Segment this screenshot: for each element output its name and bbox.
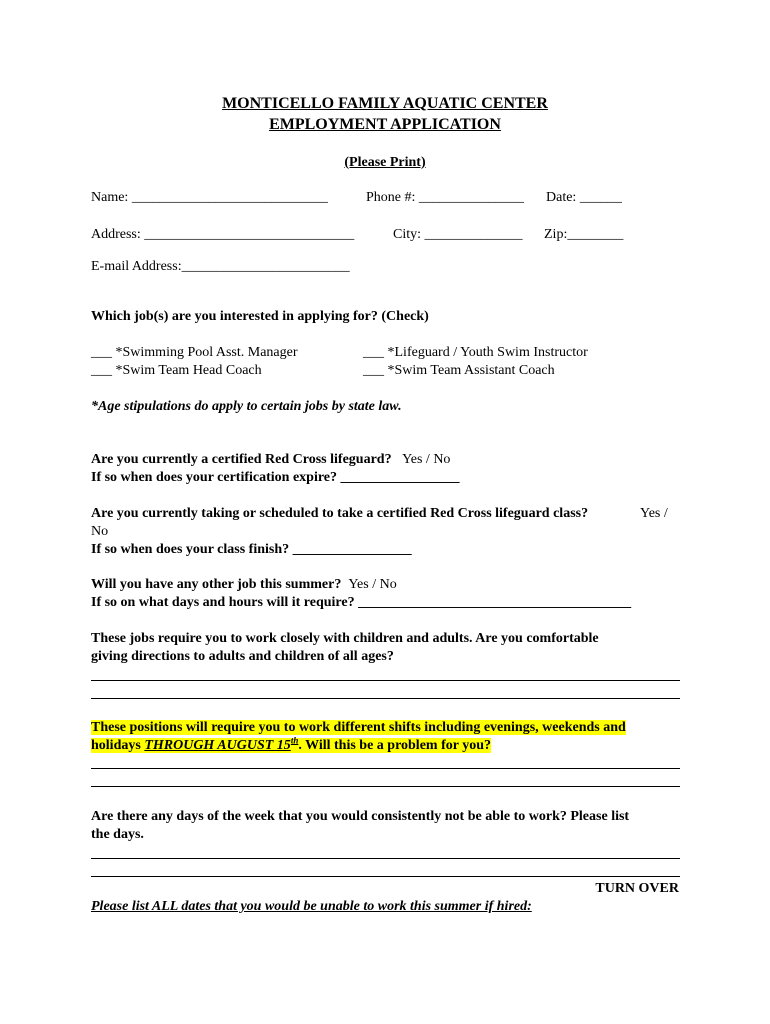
other-job-hours-field[interactable]: If so on what days and hours will it require? _______________________________________ <box>91 595 632 610</box>
phone-field[interactable]: Phone #: _______________ <box>366 190 524 205</box>
class-finish-field[interactable]: If so when does your class finish? _________________ <box>91 542 412 557</box>
job-option-head-coach[interactable]: ___ *Swim Team Head Coach <box>91 363 262 378</box>
question-comfortable-line2: giving directions to adults and children of all ages? <box>91 649 394 664</box>
email-field[interactable]: E-mail Address:________________________ <box>91 259 350 274</box>
form-title-line2: EMPLOYMENT APPLICATION <box>269 116 501 133</box>
answer-line[interactable] <box>91 858 680 859</box>
question-text: Will you have any other job this summer? <box>91 577 342 592</box>
question-unavailable-days-line2: the days. <box>91 827 144 842</box>
certification-expire-field[interactable]: If so when does your certification expire? _________________ <box>91 470 460 485</box>
question-comfortable-line1: These jobs require you to work closely with children and adults. Are you comfortable <box>91 631 599 646</box>
name-field[interactable]: Name: ____________________________ <box>91 190 328 205</box>
ordinal-suffix: th <box>290 735 299 746</box>
question-other-job <box>91 576 397 594</box>
please-print-note: (Please Print) <box>344 155 426 170</box>
answer-line[interactable] <box>91 786 680 787</box>
city-field[interactable]: City: ______________ <box>393 227 523 242</box>
job-option-lifeguard[interactable]: ___ *Lifeguard / Youth Swim Instructor <box>363 345 588 360</box>
answer-line[interactable] <box>91 876 680 877</box>
no-answer-class[interactable]: No <box>91 524 109 539</box>
job-option-assistant-coach[interactable]: ___ *Swim Team Assistant Coach <box>363 363 555 378</box>
job-option-pool-asst-manager[interactable]: ___ *Swimming Pool Asst. Manager <box>91 345 298 360</box>
date-field[interactable]: Date: ______ <box>546 190 622 205</box>
question-shifts-line2 <box>91 737 491 755</box>
yes-no-answer[interactable]: Yes / No <box>402 452 451 467</box>
question-text: Are you currently taking or scheduled to take a certified Red Cross lifeguard class? <box>91 506 589 521</box>
question-unavailable-days-line1: Are there any days of the week that you would consistently not be able to work? Please list <box>91 809 630 824</box>
address-field[interactable]: Address: ______________________________ <box>91 227 355 242</box>
question-certified-lifeguard <box>91 451 450 469</box>
yes-answer-class[interactable]: Yes / <box>640 506 668 521</box>
answer-line[interactable] <box>91 698 680 699</box>
answer-line[interactable] <box>91 680 680 681</box>
highlighted-text: These positions will require you to work different shifts including evenings, weekends and <box>91 720 626 735</box>
form-title-line1: MONTICELLO FAMILY AQUATIC CENTER <box>222 95 548 112</box>
jobs-question: Which job(s) are you interested in applying for? (Check) <box>91 309 429 324</box>
answer-line[interactable] <box>91 768 680 769</box>
zip-field[interactable]: Zip:________ <box>544 227 624 242</box>
question-text: Are you currently a certified Red Cross lifeguard? <box>91 452 392 467</box>
question-scheduled-class <box>91 505 588 523</box>
question-shifts-line1 <box>91 719 626 737</box>
yes-no-answer[interactable]: Yes / No <box>348 577 397 592</box>
age-stipulation-note: *Age stipulations do apply to certain jobs by state law. <box>91 399 402 414</box>
highlighted-text: . Will this be a problem for you? <box>298 738 491 753</box>
unavailable-dates-prompt: Please list ALL dates that you would be unable to work this summer if hired: <box>91 899 532 914</box>
emphasis-date: THROUGH AUGUST 15 <box>144 738 291 753</box>
turn-over-label: TURN OVER <box>595 881 679 896</box>
highlighted-text: holidays <box>91 738 145 753</box>
